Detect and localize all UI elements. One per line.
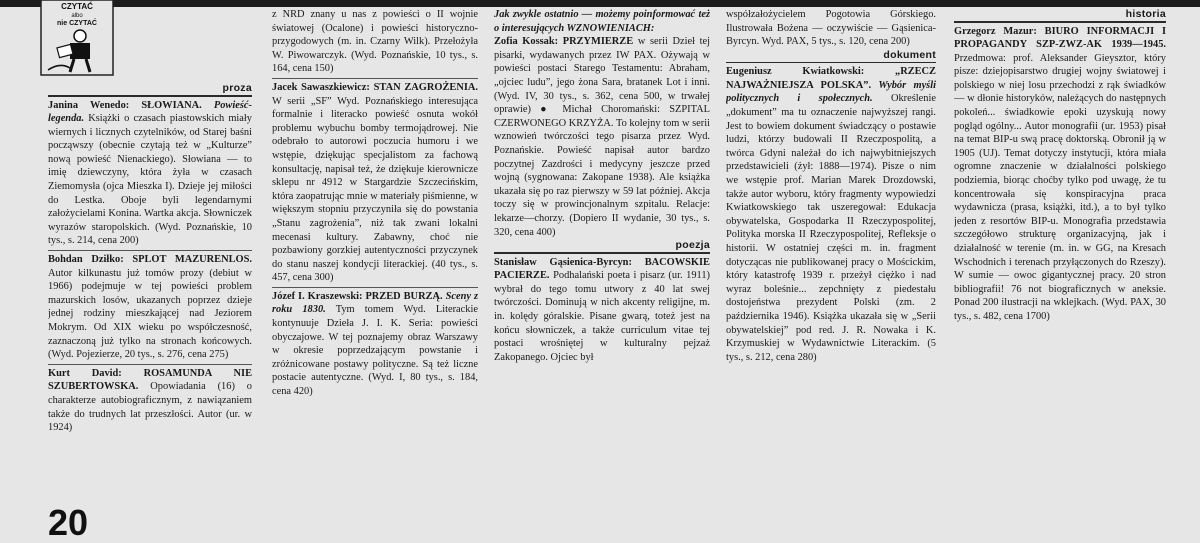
book-entry — [48, 99, 252, 249]
entry-separator — [48, 250, 252, 251]
section-rule — [494, 252, 710, 254]
entry-continuation — [726, 8, 936, 49]
entry-subtitle: Sceny z roku 1830. — [272, 290, 478, 316]
entry-subtitle: Powieść-legenda. — [48, 99, 252, 125]
section-heading-dokument: dokument — [883, 48, 936, 61]
section-heading-proza: proza — [222, 82, 252, 94]
book-entry — [48, 253, 252, 362]
entry-continuation — [272, 8, 478, 76]
entry-body: Tym tomem Wyd. Literackie kontynuuje Dzieła J. I. K. Seria: powieści obyczajowe. W tej poznajemy obraz Warszawy w okresie poprzedzającym powstanie i zróżnicowane postawy polityczne. Są też liczne postacie autentyczne. (Wyd. I, 80 tys., s. 184, cena 420) — [272, 304, 478, 398]
column-3 — [494, 8, 710, 528]
entry-author-title: Zofia Kossak: PRZYMIERZE — [494, 36, 634, 48]
entry-body: współzałożycielem Pogotowia Górskiego. Ilustrowała Bożena — oczywiście — Gąsienica-Byrcyn. Wyd. PAX, 5 tys., s. 120, cena 200) — [726, 9, 936, 48]
intro-text: Jak zwykle ostatnio — możemy poinformować też o interesujących WZNOWIENIACH: — [494, 9, 710, 34]
entry-separator — [48, 364, 252, 365]
book-entry — [494, 35, 710, 239]
entry-body: Podhalański poeta i pisarz (ur. 1911) wybrał do tego tomu utwory z 40 lat swej twórczości. Dominują w nich akcenty religijne, m. in. kolędy góralskie. Pisane gwarą, toteż jest na końcu słowniczek, a także curriculum vitae tej postaci wrośniętej w kulturalny pejzaż Zakopanego. Ojciec był — [494, 270, 710, 363]
column-5 — [954, 8, 1166, 528]
entry-body: W serii „SF” Wyd. Poznańskiego interesująca formalnie i literacko powieść osnuta wokół problemu wybuchu bomby termojądrowej. Nie odebrało to autorowi poczucia humoru i we wstępie, dziękując specjalistom za fachową konsultację, napisał też, że dziękuje kierownicze sklepu nr 4912 w Stargardzie Szczecińskim, która zaopatrując mnie w materiały piśmienne, w większym stopniu przyczyniła się do powstania „Stanu zagrożenia”, niż tak zwani lokalni mecenasi kultury. Zabawny, choć nie pozbawiony gorzkiej autentyczności przyczynek do stanu naszej kondycji literackiej. (40 tys., s. 457, cena 300) — [272, 95, 478, 284]
column-1 — [48, 82, 252, 512]
logo-line3: nie CZYTAĆ — [57, 20, 97, 27]
entry-body: Autor kilkunastu już tomów prozy (debiut w 1966) podejmuje w tej powieści problem mazurskich losów, ukazanych poprzez dzieje jednej rodziny mieszkającej nad Jeziorem Mokrym. Od XIX wieku po współczesność, zaznaczoną już tylko na stronach końcowych. (Wyd. Pojezierze, 20 tys., s. 276, cena 275) — [48, 267, 252, 361]
top-border — [0, 0, 1200, 7]
entry-author-title: Eugeniusz Kwiatkowski: „RZECZ NAJWAŻNIEJSZA POLSKA”. — [726, 66, 936, 91]
reader-figure-icon — [40, 0, 114, 76]
entry-author-title: Kurt David: ROSAMUNDA NIE SZUBERTOWSKA. — [48, 367, 252, 393]
logo-line1: CZYTAĆ — [61, 2, 93, 11]
entry-author-title: Józef I. Kraszewski: PRZED BURZĄ. — [272, 290, 443, 302]
book-entry — [494, 256, 710, 365]
column-4 — [726, 8, 936, 528]
book-entry — [48, 367, 252, 435]
entry-author-title: Janina Wenedo: SŁOWIANA. — [48, 99, 202, 111]
section-heading-poezja: poezja — [675, 239, 710, 252]
entry-body: Określenie „dokument” ma tu oznaczenie najwyższej rangi. Jest to bowiem dokument świadczący o postawie ludzi, którzy budowali II Rzeczpospolitą, a twórca Gdyni należał do ich najwybitniejszych przedstawicieli (żył: 1888—1974). Pisze o nim we wstępie prof. Marian Marek Drozdowski, także autor wyboru, który fragmenty wypowiedzi Kwiatkowskiego tak uszeregował: Edukacja obywatelska, Gospodarka II Rzeczypospolitej, Polityka morska II Rzeczypospolitej, Refleksje o historii. W ostatniej części m. in. fragment dotyczącas nie publikowanej pracy o Mościckim, który katastrofę 1939 r. przeżył ciężko i nad wyraz boleśnie... zepchnięty z piedestału dostojeństwa prezydent Polski (zm. 2 października 1946). Książka ukazała się w „Serii obywatelskiej” pod red. J. R. Nowaka i K. Krzymuskiej w Wydawnictwie Literackim. (5 tys., s. 212, cena 280) — [726, 93, 936, 363]
logo-line2: albo — [71, 13, 83, 19]
entry-separator — [272, 78, 478, 79]
czytac-albo-nie-czytac-logo — [40, 0, 114, 76]
column-2 — [272, 8, 478, 528]
book-entry — [272, 290, 478, 399]
entry-author-title: Grzegorz Mazur: BIURO INFORMACJI I PROPAGANDY SZP-ZWZ-AK 1939—1945. — [954, 25, 1166, 51]
book-entry — [726, 65, 936, 364]
book-entry — [272, 81, 478, 285]
page-number: 20 — [48, 502, 89, 543]
entry-author-title: Stanisław Gąsienica-Byrcyn: BACOWSKIE PACIERZE. — [494, 256, 710, 282]
reissues-intro — [494, 8, 710, 35]
book-entry — [954, 25, 1166, 324]
entry-subtitle: Wybór myśli politycznych i społecznych. — [726, 79, 936, 105]
entry-body: Opowiadania (16) o charakterze autobiograficznym, z nawiązaniem także do trudnych lat przeszłości. Autor (ur. w 1924) — [48, 381, 252, 434]
entry-body: z NRD znany u nas z powieści o II wojnie światowej (Ocalone) i powieści historyczno-przygodowych (m. in. Czarny Wilk). Przełożyła W. Piwowarczyk. (Wyd. Poznańskie, 10 tys., s. 164, cena 150) — [272, 9, 478, 75]
entry-body: Przedmowa: prof. Aleksander Gieysztor, który pisze: dziejopisarstwo drugiej wojny światowej i polskiego w niej losu przechodzi z rąk świadków — w dłonie historyków, należących do następnych pokoleń... świadkowie epoki uzyskują nowy pogląd ogólny... Autor monografii (ur. 1953) pisał na temat BIP-u swą pracę doktorską. Obronił ją w 1905 (UJ). Temat dotyczy instytucji, która miała ogromne znaczenie w działalności polskiego podziemia, biorąc choćby tylko pod uwagę, że tu koncentrowała się konspiracyjna praca wydawnicza (prasa, książki, itd.), a to był tylko jeden z resortów BIP-u. Monografia przedstawia szczegółowo strukturę organizacyjną, jak i działalność w terenie (m. in. w GG, na Kresach Wschodnich i terenach przyłączonych do Rzeszy). W sumie — owoc gigantycznej pracy. 20 stron bibliografii! 76 not biograficznych w aneksie. Ponad 200 ilustracji na wklejkach. (Wyd. PAX, 30 tys., s. 482, cena 1700) — [954, 52, 1166, 322]
section-rule — [48, 95, 252, 97]
entry-body: Książki o czasach piastowskich miały wiernych i licznych czytelników, od Starej baśni począwszy (obecnie czytają też w „Kulturze” nową powieść Nienackiego). Słowiana — to imię dziewczyny, która żyła w czasach Ziemomysła (ojca Mieszka I). Dzieje jej miłości do Lestka. Oboje byli legendarnymi założycielami Konina. Wartka akcja. Słowniczek wyrazów staropolskich. (Wyd. Poznańskie, 10 tys., s. 214, cena 200) — [48, 113, 252, 247]
entry-separator — [272, 287, 478, 288]
section-rule — [726, 62, 936, 64]
section-rule — [954, 21, 1166, 23]
entry-author-title: Jacek Sawaszkiewicz: STAN ZAGROŻENIA. — [272, 81, 478, 93]
section-heading-historia: historia — [1125, 8, 1166, 20]
entry-author-title: Bohdan Dziłko: SPLOT MAZURENLOS. — [48, 254, 252, 266]
entry-body: w serii Dzieł tej pisarki, wydawanych przez IW PAX. Ożywają w powieści postaci Starego Testamentu: Abraham, „ojciec ludu”, jego żona Sara, bratanek Lot i inni. (Wyd. IV, 30 tys., s. 362, cena 500, w trwałej oprawie) ● Michał Choromański: SZPITAL CZERWONEGO KRZYŻA. To kolejny tom w serii wznowień twórczości tego pisarza przez Wyd. Poznańskie. Powieść napisał autor bardzo poczytnej Zazdrości i medycyny jeszcze przed wojną (sygnowana: Zakopane 1938). Ale książka ukazała się po raz pierwszy w 59 lat później. Akcja toczy się w prowincjonalnym szpitalu. Relacje: lekarze—chorzy. (Dopiero II wydanie, 30 tys., s. 320, cena 400) — [494, 36, 710, 238]
